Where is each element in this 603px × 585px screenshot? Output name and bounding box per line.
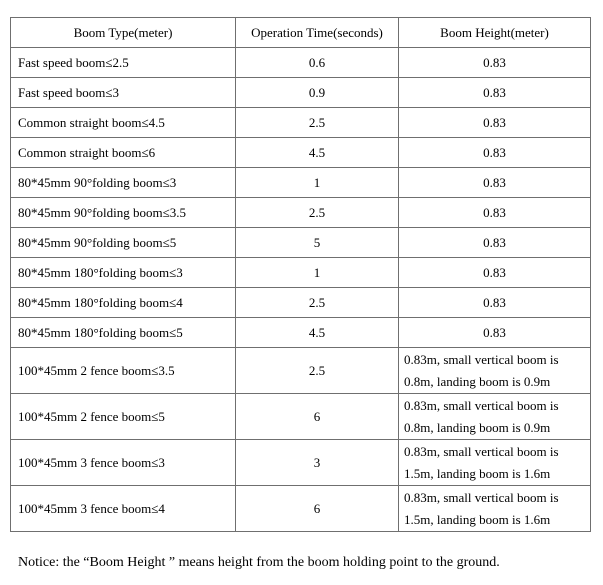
boom-height-cell: 0.83 xyxy=(399,318,591,348)
table-row xyxy=(11,48,591,78)
boom-type-cell: 100*45mm 3 fence boom≤4 xyxy=(11,486,236,532)
operation-time-cell: 2.5 xyxy=(236,288,399,318)
boom-height-cell: 0.83 xyxy=(399,48,591,78)
boom-height-cell: 0.83m, small vertical boom is 1.5m, landing boom is 1.6m xyxy=(399,440,591,486)
table-row xyxy=(11,78,591,108)
boom-type-cell: 100*45mm 2 fence boom≤5 xyxy=(11,394,236,440)
table-row xyxy=(11,228,591,258)
table-row xyxy=(11,394,591,440)
boom-height-cell: 0.83m, small vertical boom is 0.8m, landing boom is 0.9m xyxy=(399,394,591,440)
operation-time-cell: 0.9 xyxy=(236,78,399,108)
table-row xyxy=(11,318,591,348)
table-row xyxy=(11,108,591,138)
boom-type-cell: Common straight boom≤6 xyxy=(11,138,236,168)
boom-height-cell: 0.83 xyxy=(399,108,591,138)
boom-spec-table xyxy=(10,17,591,532)
boom-type-cell: 80*45mm 180°folding boom≤4 xyxy=(11,288,236,318)
operation-time-cell: 4.5 xyxy=(236,318,399,348)
header-operation-time: Operation Time(seconds) xyxy=(236,18,399,48)
boom-height-cell: 0.83 xyxy=(399,288,591,318)
boom-height-cell: 0.83 xyxy=(399,168,591,198)
operation-time-cell: 3 xyxy=(236,440,399,486)
operation-time-cell: 4.5 xyxy=(236,138,399,168)
table-row xyxy=(11,168,591,198)
boom-type-cell: 100*45mm 3 fence boom≤3 xyxy=(11,440,236,486)
operation-time-cell: 1 xyxy=(236,258,399,288)
table-row xyxy=(11,288,591,318)
operation-time-cell: 0.6 xyxy=(236,48,399,78)
boom-type-cell: 80*45mm 180°folding boom≤5 xyxy=(11,318,236,348)
table-row xyxy=(11,138,591,168)
operation-time-cell: 2.5 xyxy=(236,108,399,138)
boom-height-cell: 0.83 xyxy=(399,228,591,258)
table-row xyxy=(11,258,591,288)
boom-type-cell: 80*45mm 90°folding boom≤3.5 xyxy=(11,198,236,228)
header-boom-height: Boom Height(meter) xyxy=(399,18,591,48)
boom-type-cell: 80*45mm 180°folding boom≤3 xyxy=(11,258,236,288)
operation-time-cell: 6 xyxy=(236,486,399,532)
table-row xyxy=(11,486,591,532)
table-header-row xyxy=(11,18,591,48)
boom-type-cell: Fast speed boom≤3 xyxy=(11,78,236,108)
table-row xyxy=(11,348,591,394)
boom-type-cell: 80*45mm 90°folding boom≤3 xyxy=(11,168,236,198)
boom-height-cell: 0.83 xyxy=(399,138,591,168)
operation-time-cell: 2.5 xyxy=(236,348,399,394)
operation-time-cell: 1 xyxy=(236,168,399,198)
operation-time-cell: 6 xyxy=(236,394,399,440)
boom-height-cell: 0.83 xyxy=(399,258,591,288)
boom-type-cell: 80*45mm 90°folding boom≤5 xyxy=(11,228,236,258)
boom-height-cell: 0.83 xyxy=(399,78,591,108)
boom-height-cell: 0.83m, small vertical boom is 1.5m, landing boom is 1.6m xyxy=(399,486,591,532)
boom-type-cell: Fast speed boom≤2.5 xyxy=(11,48,236,78)
operation-time-cell: 5 xyxy=(236,228,399,258)
boom-height-cell: 0.83m, small vertical boom is 0.8m, landing boom is 0.9m xyxy=(399,348,591,394)
boom-height-cell: 0.83 xyxy=(399,198,591,228)
header-boom-type: Boom Type(meter) xyxy=(11,18,236,48)
operation-time-cell: 2.5 xyxy=(236,198,399,228)
table-row xyxy=(11,198,591,228)
boom-type-cell: Common straight boom≤4.5 xyxy=(11,108,236,138)
notice-text: Notice: the “Boom Height ” means height from the boom holding point to the ground. xyxy=(18,555,500,570)
boom-type-cell: 100*45mm 2 fence boom≤3.5 xyxy=(11,348,236,394)
table-row xyxy=(11,440,591,486)
